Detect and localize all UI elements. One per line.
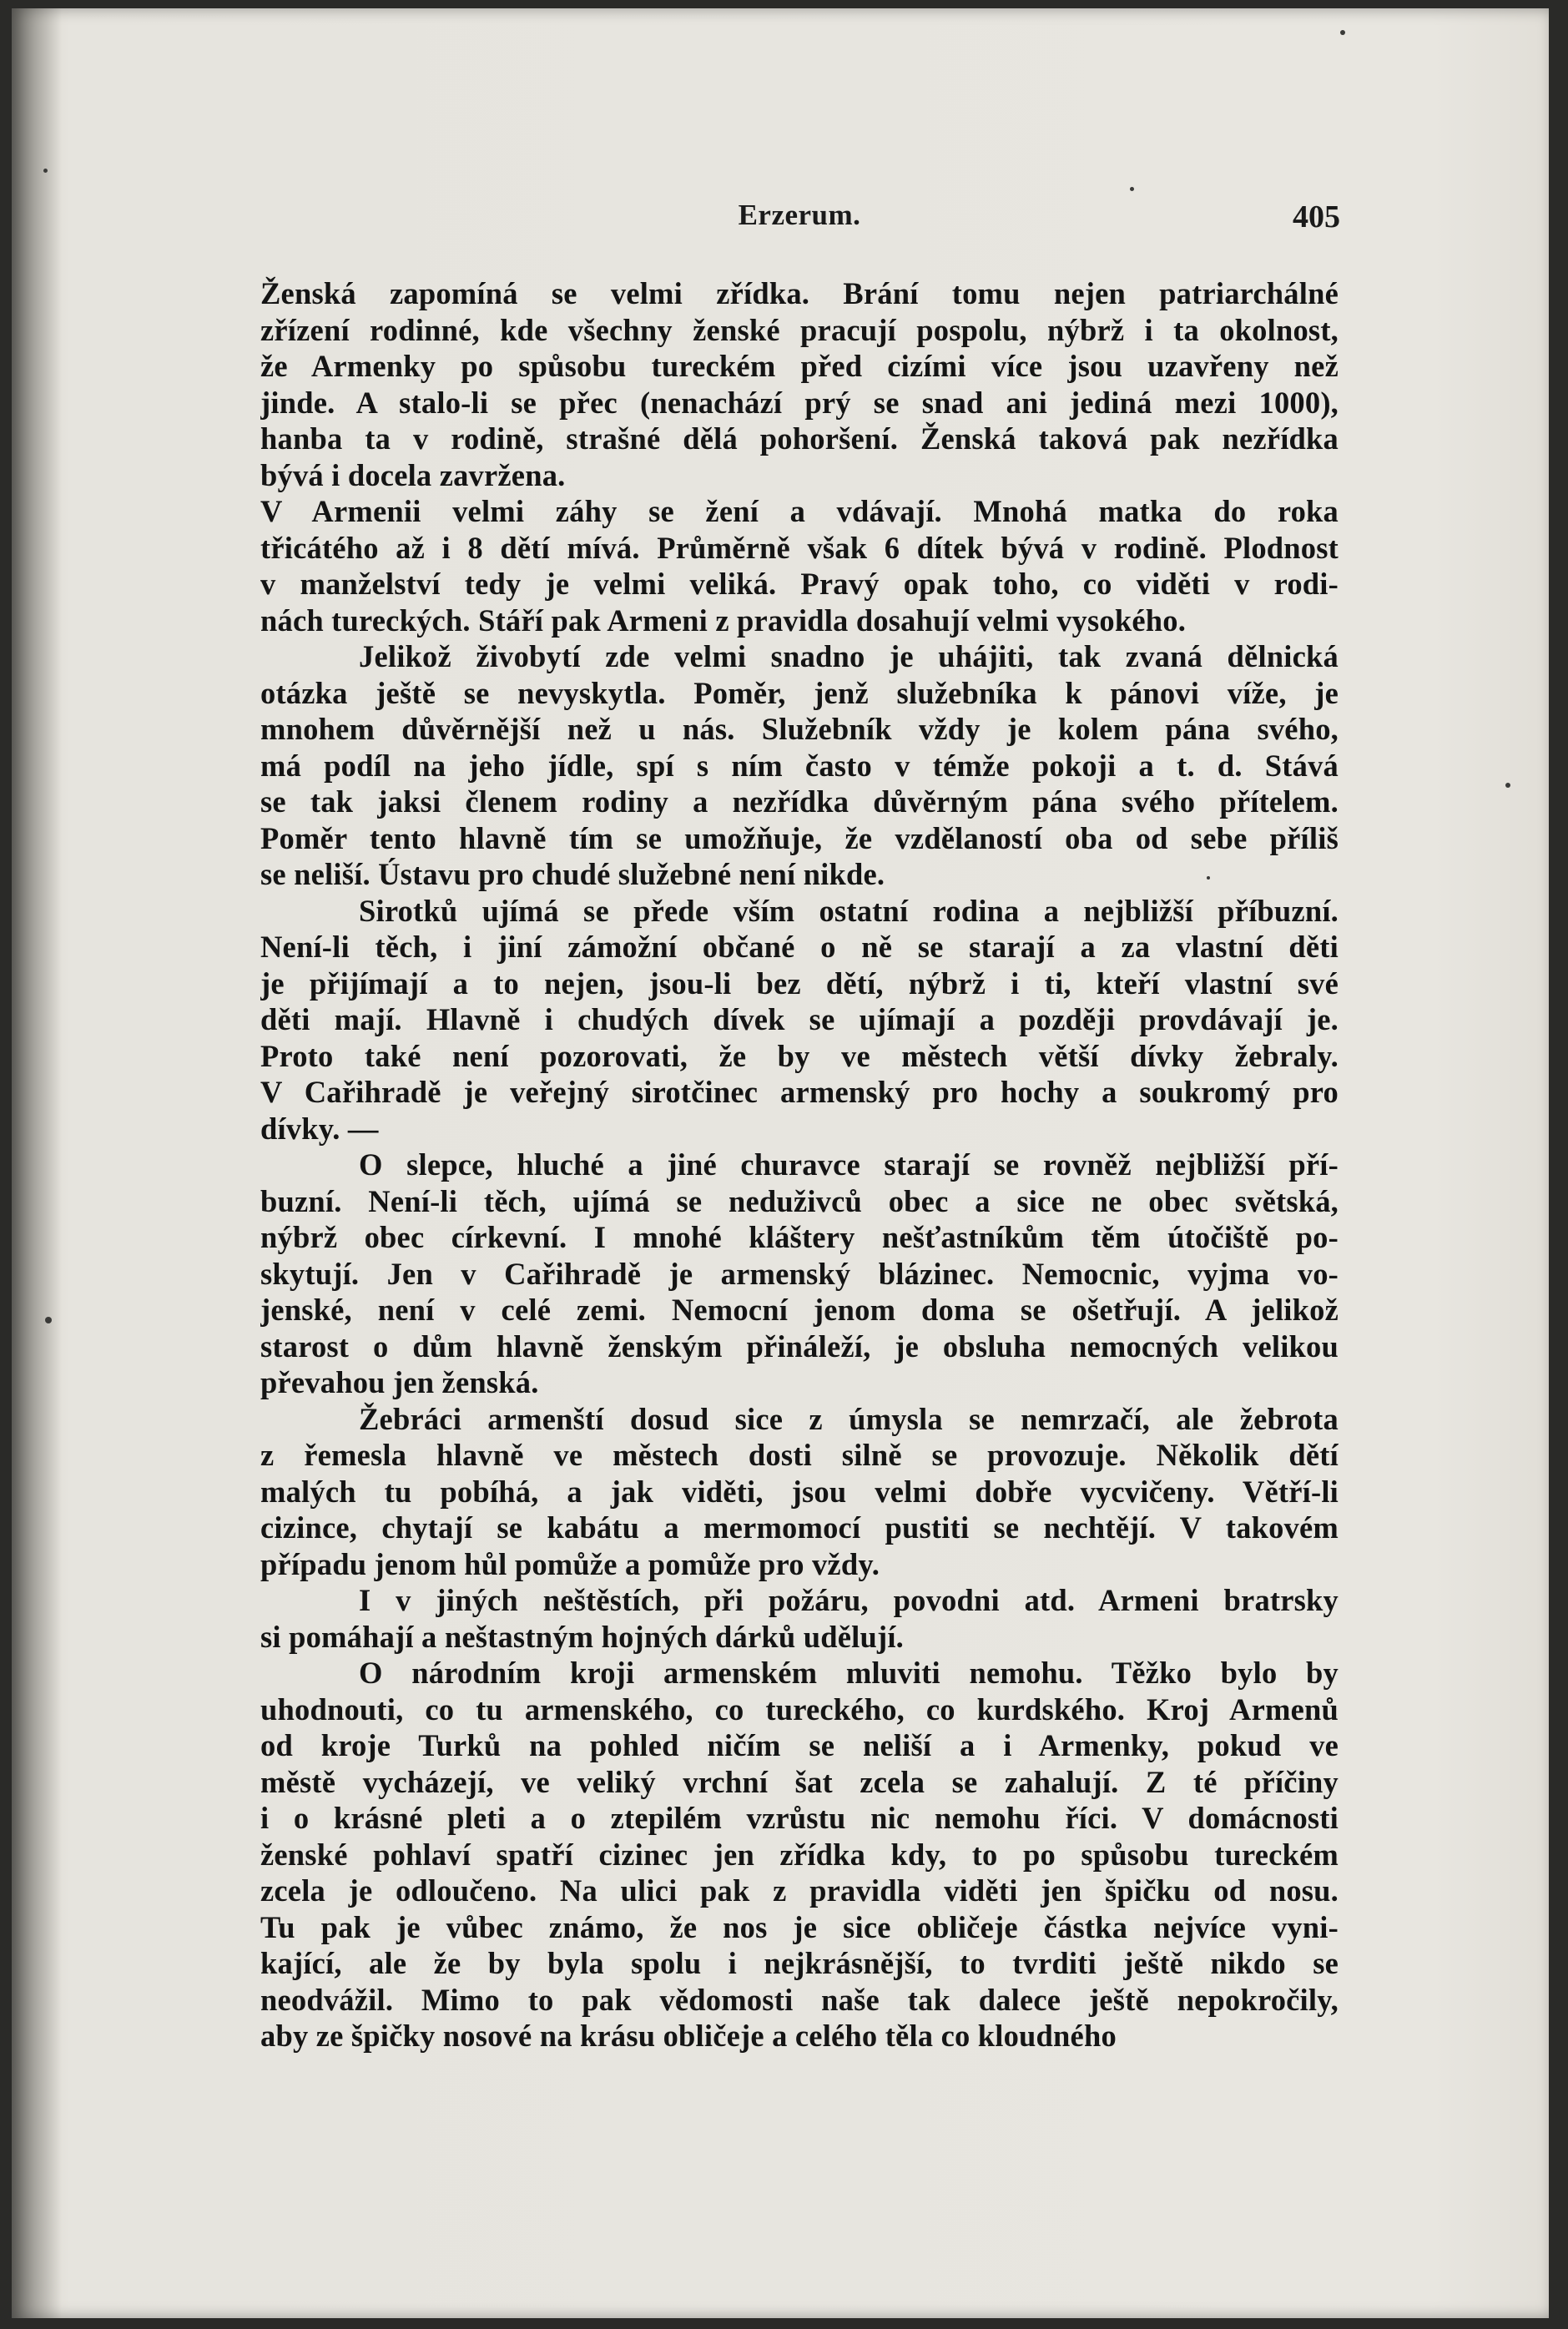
text-line: nách tureckých. Stáří pak Armeni z pravidla dosahují velmi vysokého. [260, 602, 1187, 638]
text-line: děti mají. Hlavně i chudých dívek se ujímají a později provdávají je. [260, 1002, 1339, 1036]
text-line: od kroje Turků na pohled ničím se neliší a i Armenky, pokud ve [260, 1728, 1339, 1762]
paragraph [260, 638, 1339, 893]
text-line: uhodnouti, co tu armenského, co tureckého, co kurdského. Kroj Armenů [260, 1691, 1339, 1727]
text-line: mnohem důvěrnější než u nás. Služebník vždy je kolem pána svého, [260, 712, 1339, 746]
text-line: jinde. A stalo-li se přec (nenachází prý se snad ani jediná mezi 1000), [260, 385, 1339, 420]
text-line: Není-li těch, i jiní zámožní občané o ně se starají a za vlastní děti [260, 930, 1339, 964]
text-line: bývá i docela zavržena. [260, 457, 566, 492]
text-line: Sirotků ujímá se přede vším ostatní rodina a nejbližší příbuzní. [359, 893, 1339, 928]
text-line: z řemesla hlavně ve městech dosti silně se provozuje. Několik dětí [260, 1438, 1339, 1472]
text-line: jenské, není v celé zemi. Nemocní jenom doma se ošetřují. A jelikož [260, 1293, 1339, 1327]
paragraph [260, 893, 1339, 1147]
text-line: v manželství tedy je velmi veliká. Pravý opak toho, co viděti v rodi- [260, 567, 1339, 601]
text-line: případu jenom hůl pomůže a pomůže pro vždy. [260, 1546, 880, 1581]
paragraph [260, 1147, 1339, 1401]
text-line: V Cařihradě je veřejný sirotčinec armenský pro hochy a soukromý pro [260, 1075, 1339, 1109]
text-line: zřízení rodinné, kde všechny ženské pracují pospolu, nýbrž i ta okolnost, [260, 312, 1339, 347]
text-line: aby ze špičky nosové na krásu obličeje a celého těla co kloudného [260, 2019, 1117, 2053]
text-line: O slepce, hluché a jiné churavce starají se rovněž nejbližší pří- [359, 1147, 1339, 1182]
text-line: cizince, chytají se kabátu a mermomocí pustiti se nechtějí. V takovém [260, 1510, 1339, 1545]
text-line: třicátého až i 8 dětí mívá. Průměrně však 6 dítek bývá v rodině. Plodnost [260, 530, 1339, 565]
paragraph [260, 1401, 1339, 1583]
text-line: se tak jaksi členem rodiny a nezřídka důvěrným pána svého přítelem. [260, 784, 1339, 819]
text-line: skytují. Jen v Cařihradě je armenský blázinec. Nemocnic, vyjma vo- [260, 1256, 1339, 1291]
text-line: V Armenii velmi záhy se žení a vdávají. Mnohá matka do roka [260, 494, 1339, 528]
text-line: hanba ta v rodině, strašné dělá pohoršení. Ženská taková pak nezřídka [260, 421, 1339, 456]
page-header [259, 199, 1340, 249]
ink-speck [1340, 30, 1345, 35]
page-spine-shadow [12, 8, 62, 2318]
text-line: malých tu pobíhá, a jak viděti, jsou velmi dobře vycvičeny. Větří-li [260, 1474, 1339, 1509]
text-line: Proto také není pozorovati, že by ve městech větší dívky žebraly. [260, 1038, 1339, 1073]
page-number: 405 [1293, 199, 1340, 234]
text-line: má podíl na jeho jídle, spí s ním často v témže pokoji a t. d. Stává [260, 748, 1339, 783]
text-line: ženské pohlaví spatří cizinec jen zřídka kdy, to po spůsobu tureckém [260, 1837, 1339, 1872]
text-line: neodvážil. Mimo to pak vědomosti naše tak dalece ještě nepokročily, [260, 1982, 1339, 2017]
text-line: že Armenky po spůsobu tureckém před cizími více jsou uzavřeny než [260, 349, 1339, 383]
running-title: Erzerum. [738, 199, 861, 231]
text-line: Žebráci armenští dosud sice z úmysla se nemrzačí, ale žebrota [359, 1401, 1339, 1436]
book-page [12, 8, 1549, 2318]
text-line: O národním kroji armenském mluviti nemohu. Těžko bylo by [359, 1656, 1339, 1690]
text-line: si pomáhají a neštastným hojných dárků udělují. [260, 1619, 904, 1654]
paragraph [260, 1582, 1339, 1655]
ink-speck [1130, 187, 1134, 191]
paragraph [260, 1655, 1339, 2054]
text-line: dívky. — [260, 1111, 379, 1146]
ink-speck [45, 1317, 52, 1323]
paragraph [260, 493, 1339, 638]
text-line: nýbrž obec církevní. I mnohé kláštery nešťastníkům těm útočiště po- [260, 1220, 1339, 1254]
body-text [260, 275, 1339, 2054]
text-line: kající, ale že by byla spolu i nejkrásnější, to tvrditi ještě nikdo se [260, 1946, 1339, 1980]
text-line: Tu pak je vůbec známo, že nos je sice obličeje částka nejvíce vyni- [260, 1909, 1339, 1944]
text-line: otázka ještě se nevyskytla. Poměr, jenž služebníka k pánovi víže, je [260, 675, 1339, 710]
text-line: starost o dům hlavně ženským přináleží, je obsluha nemocných velikou [260, 1328, 1339, 1364]
text-line: se neliší. Ústavu pro chudé služebné není nikde. [260, 857, 885, 891]
ink-speck [43, 169, 48, 173]
text-line: Jelikož živobytí zde velmi snadno je uhájiti, tak zvaná dělnická [359, 639, 1339, 673]
text-line: převahou jen ženská. [260, 1365, 539, 1399]
text-line: Ženská zapomíná se velmi zřídka. Brání tomu nejen patriarchálné [260, 276, 1339, 310]
text-line: Poměr tento hlavně tím se umožňuje, že vzdělaností oba od sebe příliš [260, 820, 1339, 855]
text-line: I v jiných neštěstích, při požáru, povodni atd. Armeni bratrsky [359, 1583, 1339, 1617]
ink-speck [1505, 783, 1510, 788]
text-line: městě vycházejí, ve veliký vrchní šat zcela se zahalují. Z té příčiny [260, 1764, 1339, 1799]
text-line: buzní. Není-li těch, ujímá se neduživců obec a sice ne obec světská, [260, 1183, 1339, 1218]
text-line: i o krásné pleti a o ztepilém vzrůstu nic nemohu říci. V domácnosti [260, 1801, 1339, 1835]
text-line: je přijímají a to nejen, jsou-li bez dětí, nýbrž i ti, kteří vlastní své [260, 965, 1339, 1001]
text-line: zcela je odloučeno. Na ulici pak z pravidla viděti jen špičku od nosu. [260, 1873, 1339, 1908]
paragraph [260, 275, 1339, 493]
